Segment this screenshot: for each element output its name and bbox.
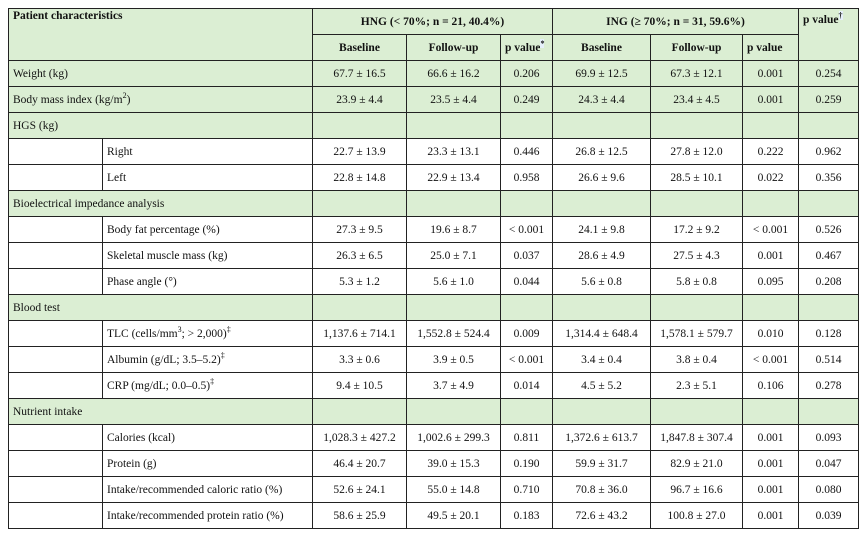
indent-cell — [9, 373, 103, 399]
empty-cell — [407, 191, 501, 217]
table-row — [9, 269, 859, 295]
indent-cell — [9, 269, 103, 295]
value-cell: 0.095 — [743, 269, 799, 295]
header-ing-pvalue — [743, 35, 799, 61]
row-label: Body fat percentage (%) — [107, 223, 220, 236]
table-row — [9, 87, 859, 113]
value-cell: 72.6 ± 43.2 — [553, 503, 651, 529]
value-cell: 26.8 ± 12.5 — [553, 139, 651, 165]
empty-cell — [743, 113, 799, 139]
table-row — [9, 191, 859, 217]
empty-cell — [651, 191, 743, 217]
row-label: Weight (kg) — [13, 67, 68, 80]
value-cell: 49.5 ± 20.1 — [407, 503, 501, 529]
value-cell: 0.811 — [501, 425, 553, 451]
header-hng-followup-label: Follow-up — [428, 41, 479, 54]
double-dagger-mark: ‡ — [210, 376, 215, 386]
row-label: Intake/recommended protein ratio (%) — [107, 509, 284, 522]
empty-cell — [313, 191, 407, 217]
row-label: Right — [107, 145, 133, 158]
row-label-cell — [103, 243, 313, 269]
header-patient-characteristics — [9, 9, 313, 61]
table-row — [9, 243, 859, 269]
value-cell: 0.001 — [743, 87, 799, 113]
value-cell: 1,552.8 ± 524.4 — [407, 321, 501, 347]
value-cell: 0.446 — [501, 139, 553, 165]
table-row — [9, 399, 859, 425]
value-cell: 0.001 — [743, 61, 799, 87]
value-cell: 0.356 — [799, 165, 859, 191]
value-cell: 0.001 — [743, 243, 799, 269]
empty-cell — [553, 399, 651, 425]
value-cell: 0.128 — [799, 321, 859, 347]
header-ing-pvalue-label: p value — [747, 41, 783, 54]
value-cell: 67.3 ± 12.1 — [651, 61, 743, 87]
value-cell: 3.4 ± 0.4 — [553, 347, 651, 373]
value-cell: 28.6 ± 4.9 — [553, 243, 651, 269]
empty-cell — [651, 113, 743, 139]
value-cell: 67.7 ± 16.5 — [313, 61, 407, 87]
value-cell: 3.3 ± 0.6 — [313, 347, 407, 373]
row-label-cell — [103, 165, 313, 191]
value-cell: 5.6 ± 1.0 — [407, 269, 501, 295]
double-dagger-mark: ‡ — [226, 324, 231, 334]
value-cell: 23.9 ± 4.4 — [313, 87, 407, 113]
value-cell: 3.9 ± 0.5 — [407, 347, 501, 373]
header-group-hng-label: HNG (< 70%; n = 21, 40.4%) — [360, 15, 505, 28]
value-cell: 100.8 ± 27.0 — [651, 503, 743, 529]
value-cell: 0.044 — [501, 269, 553, 295]
header-hng-followup — [407, 35, 501, 61]
value-cell: 0.254 — [799, 61, 859, 87]
header-hng-pvalue — [501, 35, 553, 61]
empty-cell — [651, 295, 743, 321]
header-group-ing-label: ING (≥ 70%; n = 31, 59.6%) — [606, 15, 745, 28]
table-row — [9, 451, 859, 477]
table-row — [9, 139, 859, 165]
value-cell: 22.9 ± 13.4 — [407, 165, 501, 191]
value-cell: 0.249 — [501, 87, 553, 113]
row-label: Bioelectrical impedance analysis — [13, 197, 165, 210]
row-label: Calories (kcal) — [107, 431, 176, 444]
value-cell: 0.009 — [501, 321, 553, 347]
indent-cell — [9, 503, 103, 529]
value-cell: 24.1 ± 9.8 — [553, 217, 651, 243]
double-dagger-mark: ‡ — [220, 350, 225, 360]
table-row — [9, 217, 859, 243]
row-label-cell — [103, 451, 313, 477]
value-cell: 0.022 — [743, 165, 799, 191]
row-label: TLC (cells/mm — [107, 327, 178, 340]
value-cell: 0.467 — [799, 243, 859, 269]
row-label: Nutrient intake — [13, 405, 83, 418]
row-label-cell — [9, 61, 313, 87]
row-label: Body mass index (kg/m — [13, 93, 123, 106]
value-cell: 66.6 ± 16.2 — [407, 61, 501, 87]
value-cell: 0.710 — [501, 477, 553, 503]
empty-cell — [743, 295, 799, 321]
empty-cell — [313, 295, 407, 321]
empty-cell — [799, 191, 859, 217]
empty-cell — [799, 295, 859, 321]
group-label-cell — [9, 295, 313, 321]
value-cell: 23.4 ± 4.5 — [651, 87, 743, 113]
value-cell: 5.8 ± 0.8 — [651, 269, 743, 295]
empty-cell — [407, 295, 501, 321]
indent-cell — [9, 243, 103, 269]
row-label-cell — [103, 503, 313, 529]
dagger-mark: † — [838, 11, 843, 21]
row-label: Albumin (g/dL; 3.5–5.2) — [107, 353, 221, 366]
row-label: Skeletal muscle mass (kg) — [107, 249, 228, 262]
value-cell: 5.6 ± 0.8 — [553, 269, 651, 295]
value-cell: 9.4 ± 10.5 — [313, 373, 407, 399]
header-group-hng — [313, 9, 553, 35]
value-cell: < 0.001 — [501, 217, 553, 243]
empty-cell — [553, 295, 651, 321]
value-cell: 0.958 — [501, 165, 553, 191]
header-ing-followup — [651, 35, 743, 61]
empty-cell — [799, 113, 859, 139]
value-cell: 82.9 ± 21.0 — [651, 451, 743, 477]
value-cell: 26.6 ± 9.6 — [553, 165, 651, 191]
empty-cell — [651, 399, 743, 425]
row-label-superscript: 3 — [177, 324, 182, 334]
group-label-cell — [9, 113, 313, 139]
value-cell: 5.3 ± 1.2 — [313, 269, 407, 295]
group-label-cell — [9, 399, 313, 425]
value-cell: 28.5 ± 10.1 — [651, 165, 743, 191]
header-pvalue-overall — [799, 9, 859, 61]
value-cell: 0.514 — [799, 347, 859, 373]
value-cell: 1,002.6 ± 299.3 — [407, 425, 501, 451]
value-cell: 96.7 ± 16.6 — [651, 477, 743, 503]
header-hng-baseline — [313, 35, 407, 61]
header-group-ing — [553, 9, 799, 35]
value-cell: 0.014 — [501, 373, 553, 399]
row-label-cell — [103, 373, 313, 399]
value-cell: 4.5 ± 5.2 — [553, 373, 651, 399]
value-cell: 0.208 — [799, 269, 859, 295]
value-cell: 24.3 ± 4.4 — [553, 87, 651, 113]
table-row — [9, 321, 859, 347]
value-cell: 0.001 — [743, 503, 799, 529]
value-cell: 1,137.6 ± 714.1 — [313, 321, 407, 347]
value-cell: 1,578.1 ± 579.7 — [651, 321, 743, 347]
value-cell: 0.183 — [501, 503, 553, 529]
table-row — [9, 61, 859, 87]
indent-cell — [9, 139, 103, 165]
row-label-cell — [103, 269, 313, 295]
value-cell: 0.206 — [501, 61, 553, 87]
indent-cell — [9, 217, 103, 243]
value-cell: 0.001 — [743, 451, 799, 477]
value-cell: 23.3 ± 13.1 — [407, 139, 501, 165]
row-label-cell — [103, 477, 313, 503]
table-row — [9, 295, 859, 321]
row-label-suffix: ; > 2,000) — [181, 327, 227, 340]
value-cell: 0.222 — [743, 139, 799, 165]
empty-cell — [553, 113, 651, 139]
value-cell: 27.8 ± 12.0 — [651, 139, 743, 165]
empty-cell — [553, 191, 651, 217]
value-cell: 26.3 ± 6.5 — [313, 243, 407, 269]
value-cell: 0.037 — [501, 243, 553, 269]
value-cell: 2.3 ± 5.1 — [651, 373, 743, 399]
indent-cell — [9, 425, 103, 451]
row-label: CRP (mg/dL; 0.0–0.5) — [107, 379, 211, 392]
value-cell: 0.093 — [799, 425, 859, 451]
value-cell: 55.0 ± 14.8 — [407, 477, 501, 503]
value-cell: 27.5 ± 4.3 — [651, 243, 743, 269]
table-row — [9, 113, 859, 139]
value-cell: 70.8 ± 36.0 — [553, 477, 651, 503]
row-label: Intake/recommended caloric ratio (%) — [107, 483, 283, 496]
value-cell: 17.2 ± 9.2 — [651, 217, 743, 243]
value-cell: 1,314.4 ± 648.4 — [553, 321, 651, 347]
value-cell: 0.526 — [799, 217, 859, 243]
value-cell: 0.001 — [743, 477, 799, 503]
empty-cell — [501, 399, 553, 425]
value-cell: 1,028.3 ± 427.2 — [313, 425, 407, 451]
table-row — [9, 373, 859, 399]
empty-cell — [313, 399, 407, 425]
table-body — [9, 61, 859, 529]
row-label-cell — [9, 87, 313, 113]
header-ing-followup-label: Follow-up — [671, 41, 722, 54]
row-label-cell — [103, 321, 313, 347]
value-cell: 39.0 ± 15.3 — [407, 451, 501, 477]
header-pvalue-overall-label: p value — [803, 14, 839, 26]
empty-cell — [407, 113, 501, 139]
value-cell: 0.106 — [743, 373, 799, 399]
empty-cell — [743, 399, 799, 425]
header-hng-baseline-label: Baseline — [339, 41, 380, 54]
table-row — [9, 347, 859, 373]
value-cell: < 0.001 — [743, 217, 799, 243]
group-label-cell — [9, 191, 313, 217]
value-cell: 3.7 ± 4.9 — [407, 373, 501, 399]
row-label: Blood test — [13, 301, 60, 314]
indent-cell — [9, 451, 103, 477]
header-patient-characteristics-label: Patient characteristics — [13, 10, 123, 22]
value-cell: 69.9 ± 12.5 — [553, 61, 651, 87]
empty-cell — [313, 113, 407, 139]
table-row — [9, 165, 859, 191]
value-cell: 0.039 — [799, 503, 859, 529]
value-cell: 0.010 — [743, 321, 799, 347]
value-cell: 46.4 ± 20.7 — [313, 451, 407, 477]
row-label: HGS (kg) — [13, 119, 59, 132]
row-label-cell — [103, 139, 313, 165]
empty-cell — [799, 399, 859, 425]
empty-cell — [743, 191, 799, 217]
header-hng-pvalue-label: p value — [505, 41, 541, 54]
empty-cell — [501, 113, 553, 139]
value-cell: 22.8 ± 14.8 — [313, 165, 407, 191]
patient-characteristics-table — [8, 8, 859, 529]
value-cell: 3.8 ± 0.4 — [651, 347, 743, 373]
value-cell: 52.6 ± 24.1 — [313, 477, 407, 503]
row-label-cell — [103, 347, 313, 373]
value-cell: < 0.001 — [501, 347, 553, 373]
indent-cell — [9, 321, 103, 347]
value-cell: 25.0 ± 7.1 — [407, 243, 501, 269]
row-label-cell — [103, 217, 313, 243]
asterisk-mark: * — [540, 38, 545, 48]
value-cell: 58.6 ± 25.9 — [313, 503, 407, 529]
header-ing-baseline — [553, 35, 651, 61]
value-cell: 1,847.8 ± 307.4 — [651, 425, 743, 451]
value-cell: 0.962 — [799, 139, 859, 165]
value-cell: 0.190 — [501, 451, 553, 477]
table-row — [9, 477, 859, 503]
empty-cell — [407, 399, 501, 425]
value-cell: 23.5 ± 4.4 — [407, 87, 501, 113]
table-row — [9, 425, 859, 451]
value-cell: 0.259 — [799, 87, 859, 113]
value-cell: 19.6 ± 8.7 — [407, 217, 501, 243]
row-label: Left — [107, 171, 127, 184]
value-cell: 1,372.6 ± 613.7 — [553, 425, 651, 451]
indent-cell — [9, 165, 103, 191]
value-cell: 0.047 — [799, 451, 859, 477]
indent-cell — [9, 347, 103, 373]
header-ing-baseline-label: Baseline — [581, 41, 622, 54]
value-cell: < 0.001 — [743, 347, 799, 373]
row-label-suffix: ) — [126, 93, 131, 106]
row-label: Protein (g) — [107, 457, 157, 470]
empty-cell — [501, 191, 553, 217]
empty-cell — [501, 295, 553, 321]
value-cell: 0.080 — [799, 477, 859, 503]
value-cell: 0.278 — [799, 373, 859, 399]
table-row — [9, 503, 859, 529]
row-label-cell — [103, 425, 313, 451]
row-label-superscript: 2 — [122, 90, 127, 100]
value-cell: 27.3 ± 9.5 — [313, 217, 407, 243]
row-label: Phase angle (°) — [107, 275, 177, 288]
value-cell: 59.9 ± 31.7 — [553, 451, 651, 477]
indent-cell — [9, 477, 103, 503]
value-cell: 22.7 ± 13.9 — [313, 139, 407, 165]
value-cell: 0.001 — [743, 425, 799, 451]
